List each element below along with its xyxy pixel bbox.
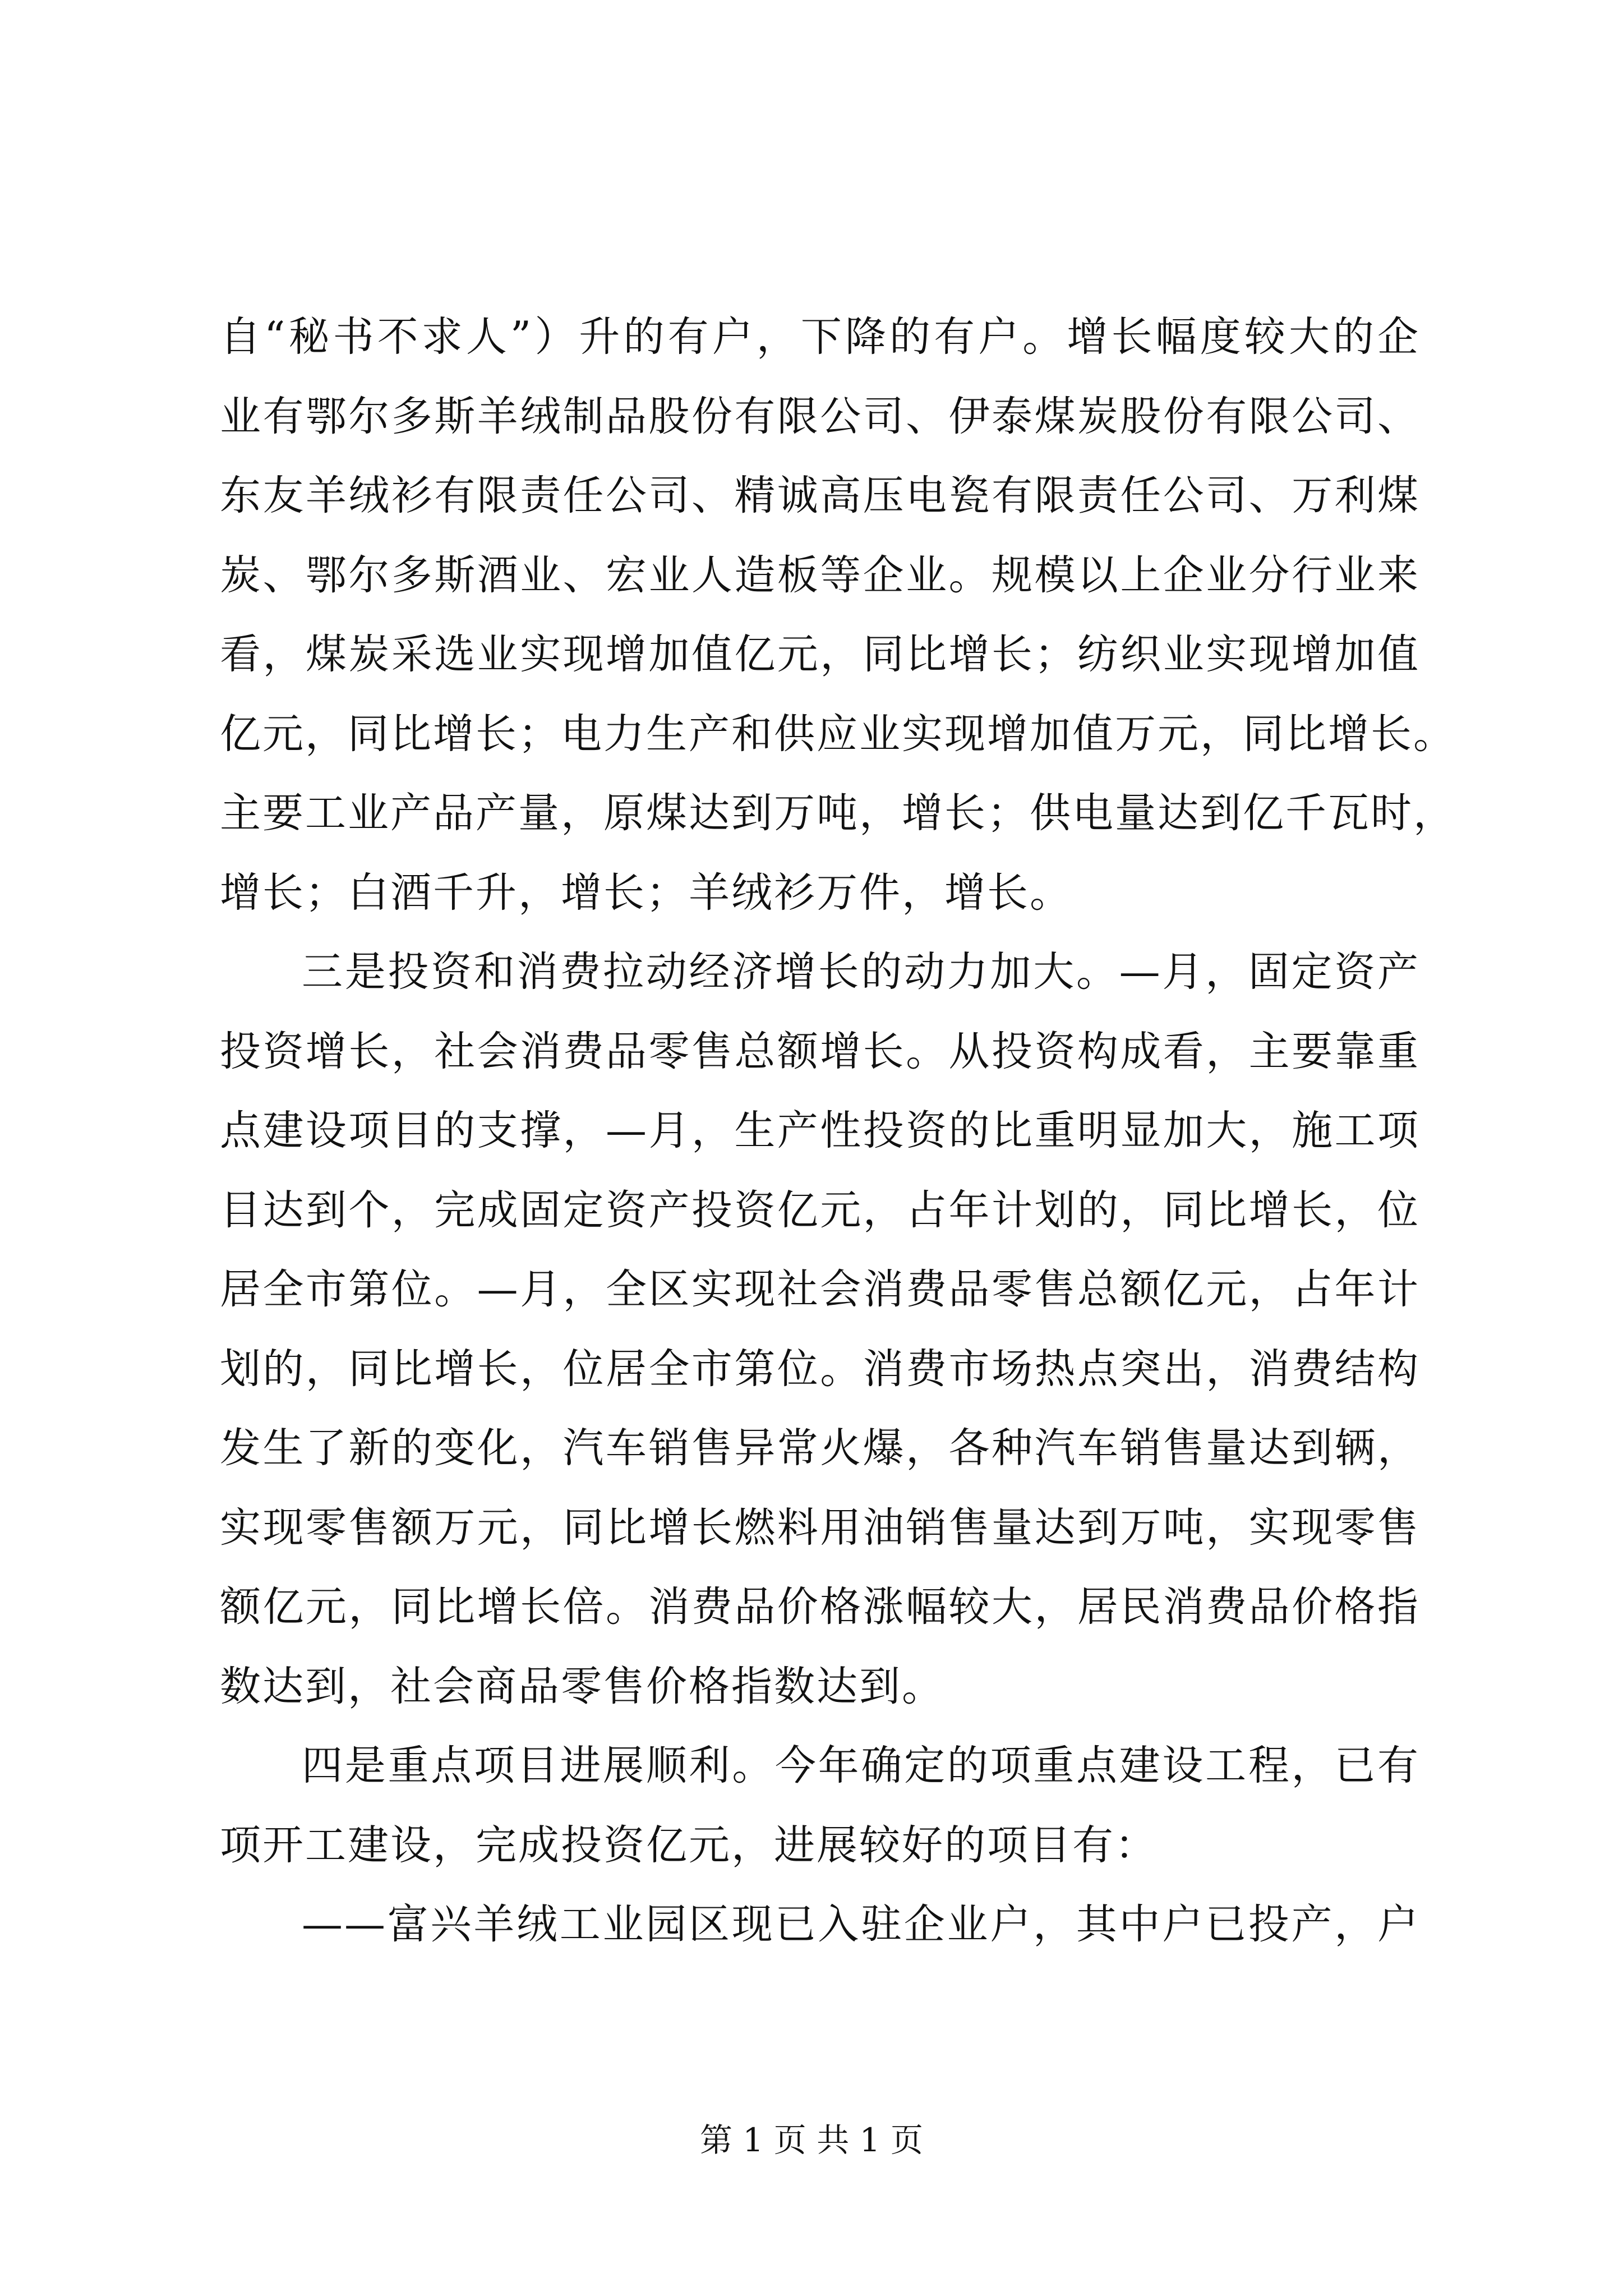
paragraph-first-line: 四是重点项目进展顺利。今年确定的项重点建设工程，已有	[302, 1742, 1420, 1789]
page-footer: 第 1 页 共 1 页	[700, 2121, 923, 2159]
body-text	[220, 297, 1456, 1964]
text-line: 点建设项目的支撑，—月，生产性投资的比重明显加大，施工项	[220, 1107, 1420, 1154]
text-line: 发生了新的变化，汽车销售异常火爆，各种汽车销售量达到辆，	[220, 1424, 1420, 1472]
text-line: 项开工建设，完成投资亿元，进展较好的项目有：	[220, 1821, 1158, 1869]
text-line: 自“秘书不求人”）升的有户，下降的有户。增长幅度较大的企	[220, 313, 1420, 361]
text-line: 东友羊绒衫有限责任公司、精诚高压电瓷有限责任公司、万利煤	[220, 472, 1420, 519]
text-line: 亿元，同比增长；电力生产和供应业实现增加值万元，同比增长。	[220, 710, 1456, 758]
text-line: 炭、鄂尔多斯酒业、宏业人造板等企业。规模以上企业分行业来	[220, 551, 1420, 599]
paragraph-first-line: ——富兴羊绒工业园区现已入驻企业户，其中户已投产，户	[302, 1901, 1420, 1948]
paragraph-first-line: 三是投资和消费拉动经济增长的动力加大。—月，固定资产	[302, 948, 1420, 996]
text-line: 居全市第位。—月，全区实现社会消费品零售总额亿元，占年计	[220, 1266, 1420, 1313]
text-line: 实现零售额万元，同比增长燃料用油销售量达到万吨，实现零售	[220, 1503, 1420, 1552]
text-line: 投资增长，社会消费品零售总额增长。从投资构成看，主要靠重	[220, 1027, 1420, 1075]
text-line: 业有鄂尔多斯羊绒制品股份有限公司、伊泰煤炭股份有限公司、	[220, 392, 1420, 440]
text-line: 额亿元，同比增长倍。消费品价格涨幅较大，居民消费品价格指	[220, 1583, 1420, 1631]
text-line: 增长；白酒千升，增长；羊绒衫万件，增长。	[220, 868, 1072, 917]
text-line: 看，煤炭采选业实现增加值亿元，同比增长；纺织业实现增加值	[220, 631, 1420, 678]
text-line: 目达到个，完成固定资产投资亿元，占年计划的，同比增长，位	[220, 1186, 1420, 1234]
text-line: 划的，同比增长，位居全市第位。消费市场热点突出，消费结构	[220, 1345, 1420, 1393]
text-line: 数达到，社会商品零售价格指数达到。	[220, 1662, 944, 1710]
text-line: 主要工业产品产量，原煤达到万吨，增长；供电量达到亿千瓦时，	[220, 789, 1456, 837]
